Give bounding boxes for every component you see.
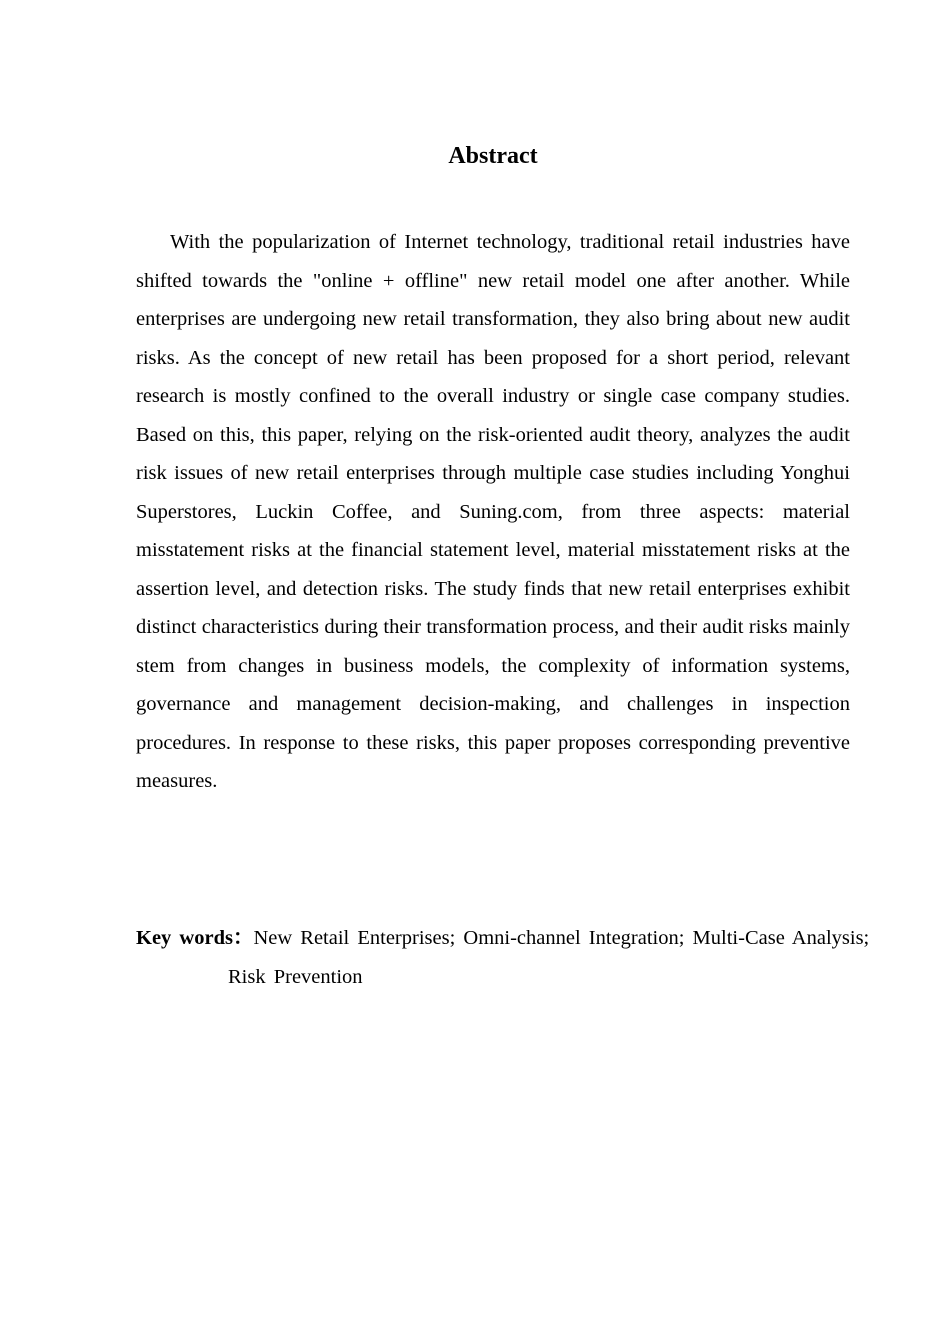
keywords-list: New Retail Enterprises; Omni-channel Integration; Multi-Case Analysis; Risk Prevention [228,927,870,988]
keywords-label: Key words： [136,927,254,949]
abstract-title: Abstract [448,143,538,169]
abstract-paragraph: With the popularization of Internet technology, traditional retail industries have shifted towards the "online + offline" new retail model one after another. While enterprises are undergoing new retail transformation, they also bring about new audit risks. As the concept of new retail has been proposed for a short period, relevant research is mostly confined to the overall industry or single case company studies. Based on this, this paper, relying on the risk-oriented audit theory, analyzes the audit risk issues of new retail enterprises through multiple case studies including Yonghui Superstores, Luckin Coffee, and Suning.com, from three aspects: material misstatement risks at the financial statement level, material misstatement risks at the assertion level, and detection risks. The study finds that new retail enterprises exhibit distinct characteristics during their transformation process, and their audit risks mainly stem from changes in business models, the complexity of information systems, governance and management decision-making, and challenges in inspection procedures. In response to these risks, this paper proposes corresponding preventive measures. [136,231,850,792]
keywords-line [136,919,908,996]
